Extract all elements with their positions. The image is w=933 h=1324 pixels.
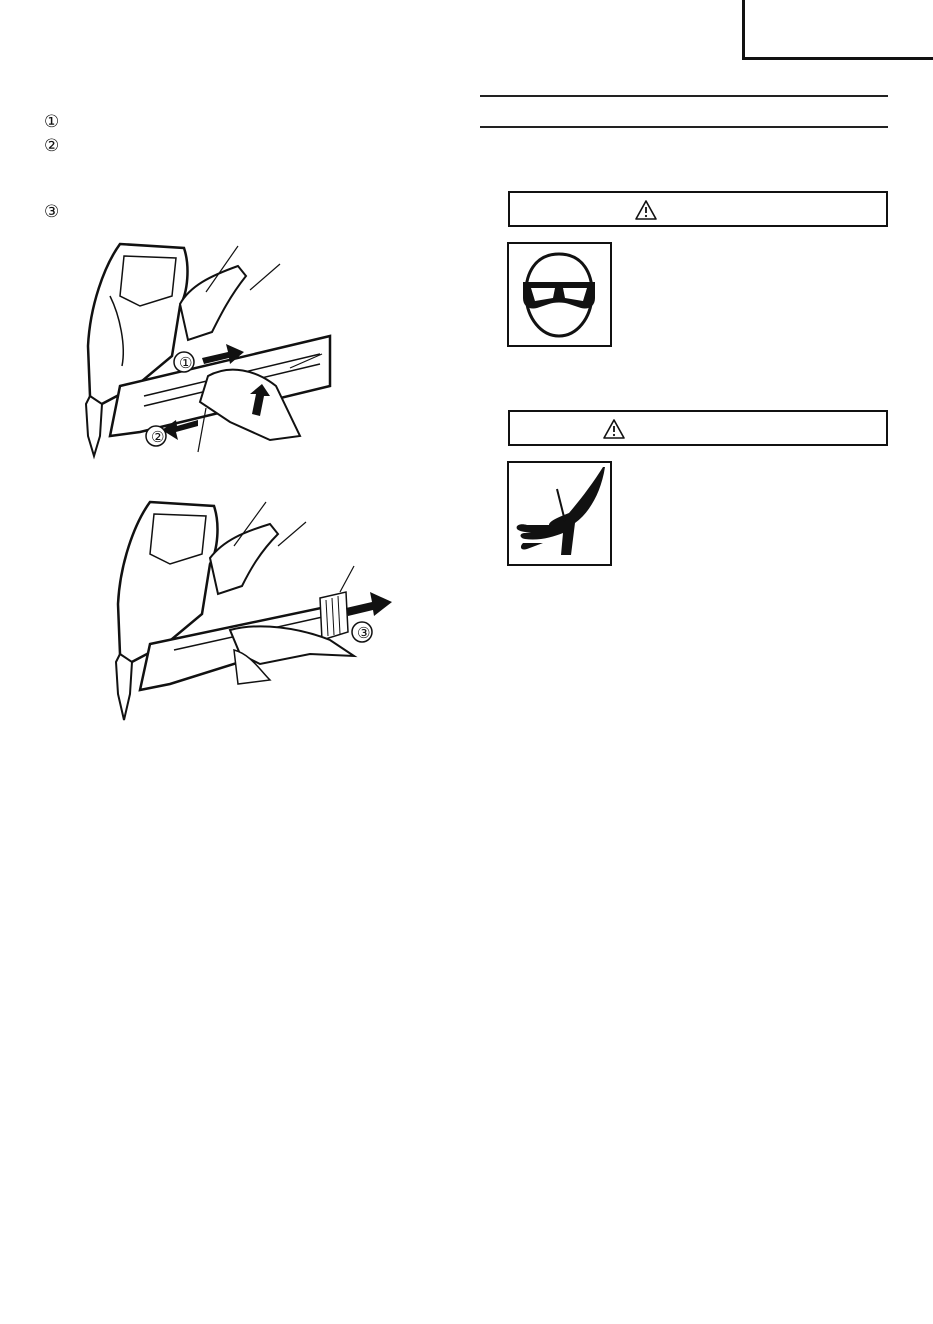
nail-removal-illustration-1	[80, 236, 332, 462]
callout-2: ②	[151, 428, 165, 446]
warning-triangle-icon	[634, 199, 658, 221]
step-marker-2: ②	[44, 136, 60, 156]
safety-goggles-icon	[509, 244, 610, 345]
hand-injury-icon	[509, 463, 610, 564]
page-tab	[742, 0, 933, 60]
warning-header-1	[508, 191, 888, 227]
hand-injury-pictogram	[507, 461, 612, 566]
safety-goggles-pictogram	[507, 242, 612, 347]
step-marker-3: ③	[44, 202, 60, 222]
warning-header-2	[508, 410, 888, 446]
callout-3: ③	[357, 624, 371, 642]
warning-triangle-icon	[602, 418, 626, 440]
callout-1: ①	[179, 354, 193, 372]
section-rule-bottom	[480, 126, 888, 128]
section-rule-top	[480, 95, 888, 97]
step-marker-1: ①	[44, 112, 60, 132]
nail-removal-illustration-2	[110, 494, 402, 726]
